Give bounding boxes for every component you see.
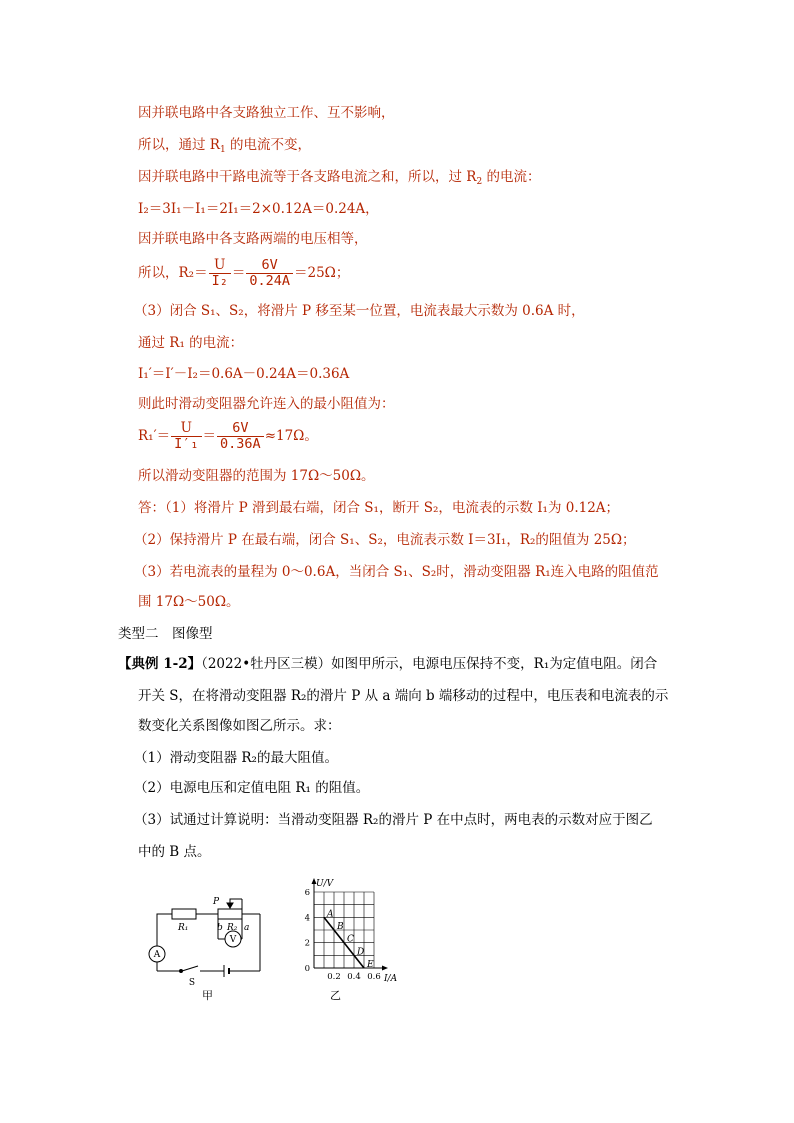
voltmeter-symbol: V [229,935,237,945]
y-tick-label: 0 [304,964,310,974]
solution-line: 通过 R₁ 的电流： [138,335,244,351]
point-label-b: B [337,922,344,932]
answer-line: 答：（1）将滑片 P 滑到最右端，闭合 S₁，断开 S₂，电流表的示数 I₁为 0.12A； [138,500,620,516]
answer-line: （3）若电流表的量程为 0～0.6A，当闭合 S₁、S₂时，滑动变阻器 R₁连入电路的阻值范 [134,564,659,580]
point-label-e: E [367,960,374,970]
solution-line: 因并联电路中各支路独立工作、互不影响， [138,105,395,121]
fraction: $\frac{U}{\text{I₂}}$ [209,258,231,289]
answer-line: 围 17Ω～50Ω。 [138,594,240,610]
point-label-a: A [327,909,334,920]
y-tick-label: 4 [304,913,310,924]
x-axis-label: I/A [384,974,398,982]
question-item: （3）试通过计算说明：当滑动变阻器 R₂的滑片 P 在中点时，两电表的示数对应于图乙 [134,812,653,828]
solution-line: 所以，通过 $R_1$ 的电流不变， [138,137,311,155]
question-item: 中的 B 点。 [138,844,211,860]
example-text: 开关 S，在将滑动变阻器 R₂的滑片 P 从 a 端向 b 端移动的过程中，电压表和电流表的示 [138,688,669,704]
point-label-c: C [347,934,354,945]
example-intro: 【典例 1-2】（2022•牡丹区三模）如图甲所示，电源电压保持不变，R₁为定值电阻。闭合 [118,656,658,672]
section-heading: 类型二 图像型 [118,626,213,642]
point-label-d: D [357,947,365,958]
question-item: （1）滑动变阻器 R₂的最大阻值。 [134,750,338,766]
x-tick-label: 0.2 [327,972,341,982]
y-tick-label: 2 [304,938,310,949]
y-tick-label: 6 [304,888,310,898]
label-b: b [217,923,223,933]
example-label: 【典例 1-2】 [118,656,202,672]
example-text: 数变化关系图像如图乙所示。求： [138,718,341,734]
solution-line: （3）闭合 S₁、S₂，将滑片 P 移至某一位置，电流表最大示数为 0.6A 时， [134,303,585,319]
fraction: $\frac{6V}{0.24A}$ [246,258,293,289]
solution-fraction-equation: 所以，R₂＝ $\frac{U}{\text{I₂}}$ ＝ $\frac{6V}{0.24A}$ ＝25Ω； [138,257,350,289]
y-axis-label: U/V [316,879,334,889]
x-tick-label: 0.4 [347,972,361,982]
ammeter-symbol: A [153,950,161,960]
fraction: $\frac{6V}{0.36A}$ [217,421,264,452]
x-axis-arrow [382,966,388,971]
solution-line: 所以滑动变阻器的范围为 17Ω～50Ω。 [138,468,375,484]
label-r1: R₁ [178,923,189,933]
solution-line: 因并联电路中干路电流等于各支路电流之和，所以，过 $R_2$ 的电流： [138,169,541,187]
fraction: $\frac{U}{\text{I′₁}}$ [171,421,201,452]
answer-line: （2）保持滑片 P 在最右端，闭合 S₁、S₂，电流表示数 I＝3I₁，R₂的阻值为 25Ω； [134,532,636,548]
question-item: （2）电源电压和定值电阻 R₁ 的阻值。 [134,780,370,796]
switch-label: S [188,978,196,988]
ui-graph [282,872,412,982]
graph-caption: 乙 [330,989,341,1002]
solution-equation: I₂＝3I₁－I₁＝2I₁＝2×0.12A＝0.24A， [138,201,379,217]
label-r2: R₂ [227,923,238,933]
solution-line: 因并联电路中各支路两端的电压相等， [138,231,368,247]
x-tick-label: 0.6 [367,972,381,982]
label-p: P [213,897,220,907]
solution-equation: I₁′＝I′－I₂＝0.6A－0.24A＝0.36A [138,366,350,382]
label-a: a [244,923,250,933]
solution-fraction-equation: R₁′＝ $\frac{U}{\text{I′₁}}$ ＝ $\frac{6V}{0.36A}$ ≈17Ω。 [138,420,318,452]
circuit-caption: 甲 [202,989,213,1002]
solution-line: 则此时滑动变阻器允许连入的最小阻值为： [138,396,395,412]
circuit-diagram [140,888,280,988]
